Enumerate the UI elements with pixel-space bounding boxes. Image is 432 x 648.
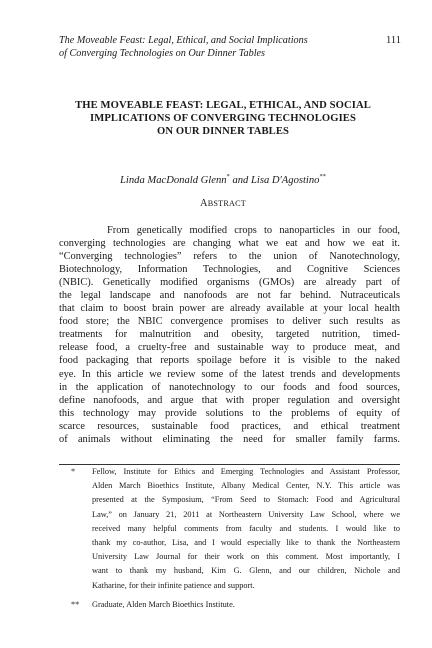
author-footnote-mark-1[interactable]: * [226,173,230,180]
abstract-line: food store; the NBIC convergence promises to deliver such results as [59,316,400,328]
article-title [56,99,390,139]
title-line-1: THE MOVEABLE FEAST: LEGAL, ETHICAL, AND SOCIAL [75,100,371,111]
footnote-mark-1: * [71,467,76,476]
footnote-2 [59,598,400,612]
footnotes [59,465,400,612]
abstract-heading-rest: BSTRACT [207,199,246,208]
abstract-line: release food, a cruelty-free and sustainable way to produce meat, and [59,342,400,354]
abstract-line: food packaging that reports spoilage before it is visible to the naked [59,355,400,367]
running-head [59,34,359,60]
abstract-line: “Converging technologies” refers to the union of Nanotechnology, [59,251,400,263]
abstract-heading-initial: A [200,198,208,209]
footnote-line: Fellow, Institute for Ethics and Emerging Technologies and Assistant Professor, [92,467,400,476]
title-line-2: IMPLICATIONS OF CONVERGING TECHNOLOGIES [90,113,356,125]
abstract-line: From genetically modified crops to nanoparticles in our food, [107,225,400,236]
authors [56,170,390,187]
author-name-1: Linda MacDonald Glenn [120,175,227,186]
footnote-line: Alden March Bioethics Institute, Albany Medical Center, N.Y. This article was [92,481,400,491]
author-footnote-mark-2[interactable]: ** [319,173,326,180]
running-head-line-2: of Converging Technologies on Our Dinner Tables [59,48,266,59]
footnote-mark-2: ** [71,599,80,609]
footnote-line: thank my co-author, Lisa, and I would especially like to thank the Northeastern [92,538,400,548]
abstract-line: (NBIC). Genetically modified organisms (GMOs) are already part of [59,277,400,289]
abstract-line: converging technologies are changing what we eat and how we eat it. [59,238,400,250]
running-head-line-1: The Moveable Feast: Legal, Ethical, and Social Implications [59,35,308,46]
footnote-line: presented at the Symposium, “From Seed to Stomach: Food and Agricultural [92,495,400,505]
footnote-line: Law,” on January 21, 2011 at Northeastern University Law School, where we [92,509,400,519]
footnote-line: received many helpful comments from faculty and students. I would like to [92,523,400,533]
abstract-heading [56,197,390,210]
abstract-line: Biotechnology, Information Technologies, and Cognitive Sciences [59,264,400,276]
footnote-1 [59,465,400,593]
page-number: 111 [386,35,401,46]
abstract-line: scarce resources, sustainable food practices, and ethical treatment [59,420,400,432]
author-name-2: Lisa D'Agostino [250,175,320,186]
footnote-line: Katharine, for their infinite patience and support. [92,580,255,590]
abstract-line: that claim to boost brain power are already available at your local health [59,303,400,315]
abstract-line: this technology may provide solutions to the problems of equity of [59,407,400,419]
abstract-line: in the application of nanotechnology to our foods and food sources, [59,381,400,393]
abstract-line: treatments for malnutrition and obesity, targeted nutrition, timed- [59,329,400,341]
author-connector: and [229,175,251,186]
abstract-line: define nanofoods, and argue that with proper regulation and oversight [59,394,400,406]
abstract-line: eye. In this article we review some of the latest trends and developments [59,368,400,380]
footnote-line: University Law Journal for their work on this comment. Most importantly, I [92,552,400,562]
footnote-line: want to thank my husband, Kim G. Glenn, and our children, Nichole and [92,566,400,576]
abstract-body [59,224,400,446]
title-line-3: ON OUR DINNER TABLES [157,126,289,138]
abstract-line: of animals without eliminating the need for smaller family farms. [59,433,400,445]
abstract-line: the legal landscape and nanofoods are not far behind. Nutraceuticals [59,290,400,302]
footnote-line: Graduate, Alden March Bioethics Institute. [92,599,235,609]
